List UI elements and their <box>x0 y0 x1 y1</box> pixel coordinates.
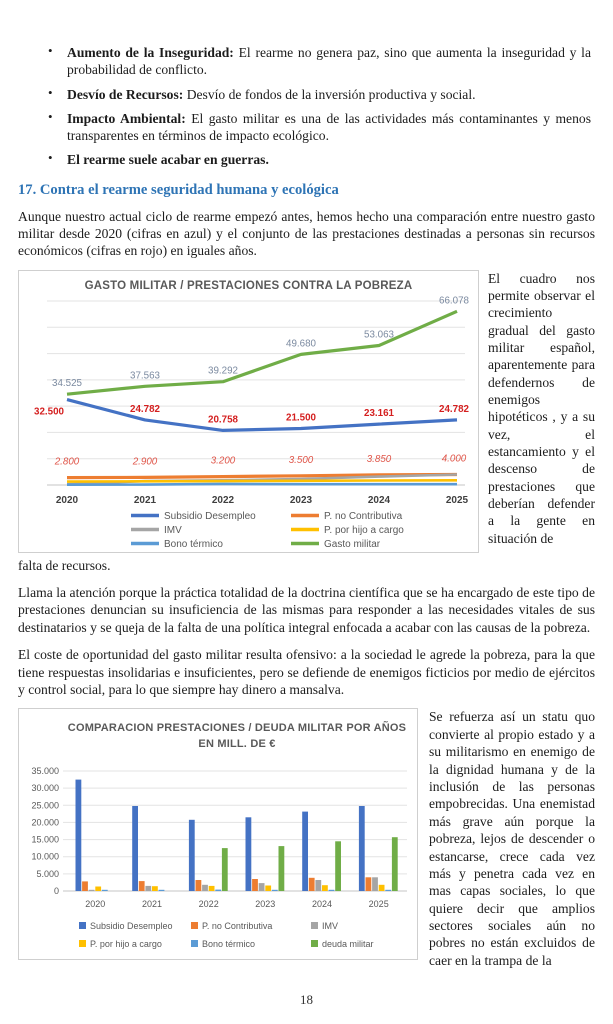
svg-text:20.000: 20.000 <box>31 817 59 828</box>
svg-text:3.850: 3.850 <box>366 453 392 465</box>
svg-text:IMV: IMV <box>322 921 339 932</box>
svg-text:4.000: 4.000 <box>441 453 467 465</box>
svg-text:2021: 2021 <box>133 494 157 506</box>
chart1-row <box>18 270 595 553</box>
section-heading: 17. Contra el rearme seguridad humana y ecológica <box>18 181 339 198</box>
svg-text:2023: 2023 <box>255 899 276 910</box>
list-item <box>46 44 591 79</box>
svg-text:2022: 2022 <box>211 494 235 506</box>
svg-text:Bono térmico: Bono térmico <box>202 939 256 950</box>
svg-text:P. por hijo a cargo: P. por hijo a cargo <box>90 939 162 950</box>
svg-text:2022: 2022 <box>198 899 219 910</box>
svg-text:COMPARACION PRESTACIONES / DEU: COMPARACION PRESTACIONES / DEUDA MILITAR POR AÑOS <box>67 722 407 735</box>
bullet-lead: Desvío de Recursos: <box>67 86 184 102</box>
svg-text:2024: 2024 <box>367 494 391 506</box>
paragraph-side1-continuation: falta de recursos. <box>18 557 111 573</box>
svg-text:P. por hijo a cargo: P. por hijo a cargo <box>324 524 404 536</box>
bullet-lead: El rearme suele acabar en guerras. <box>67 152 269 168</box>
svg-text:23.161: 23.161 <box>364 407 394 419</box>
svg-text:37.563: 37.563 <box>130 369 160 381</box>
svg-text:Subsidio Desempleo: Subsidio Desempleo <box>164 510 256 522</box>
svg-text:3.500: 3.500 <box>288 454 314 466</box>
svg-text:15.000: 15.000 <box>31 835 59 846</box>
svg-text:EN MILL. DE €: EN MILL. DE € <box>198 738 276 751</box>
bullet-text: El rearme no genera paz, sino que aumenta la inseguridad y la probabilidad de conflicto. <box>67 45 591 78</box>
svg-text:deuda militar: deuda militar <box>322 939 374 950</box>
svg-text:2025: 2025 <box>368 899 389 910</box>
svg-text:2.800: 2.800 <box>54 456 80 468</box>
bullet-text: El gasto militar es una de las actividades más contaminantes y menos transparentes en términos de impacto ecológico. <box>67 110 591 143</box>
svg-text:24.782: 24.782 <box>130 403 160 415</box>
svg-text:Gasto militar: Gasto militar <box>324 538 381 550</box>
line-chart <box>19 271 478 552</box>
svg-text:0: 0 <box>53 886 59 897</box>
svg-text:2.900: 2.900 <box>132 456 158 468</box>
svg-text:20.758: 20.758 <box>208 414 238 426</box>
svg-text:32.500: 32.500 <box>34 406 64 418</box>
chart1-side-text: El cuadro nos permite observar el crecimiento gradual del gasto militar español, aparentemente para defendernos de enemigos hipotéticos , y a su vez, el estancamiento y el descenso de prestaciones que deberían defender a la gente en situación de <box>488 270 595 546</box>
bullet-list <box>46 44 591 169</box>
svg-text:2023: 2023 <box>289 494 313 506</box>
svg-text:24.782: 24.782 <box>439 403 469 415</box>
paragraph-2: Llama la atención porque la práctica totalidad de la doctrina científica que se ha encargado de este tipo de prestaciones denuncian su insuficiencia de las mismas para responder a las necesidades vitales de sus destinatarios y se queja de la falta de una política integral enfocada a acabar con las causas de la pobreza. <box>18 585 595 635</box>
svg-text:34.525: 34.525 <box>52 377 82 389</box>
bullet-text: Desvío de fondos de la inversión productiva y social. <box>186 86 476 102</box>
svg-text:21.500: 21.500 <box>286 412 316 424</box>
svg-text:2024: 2024 <box>311 899 333 910</box>
svg-text:53.063: 53.063 <box>364 329 394 341</box>
svg-text:P. no Contributiva: P. no Contributiva <box>202 921 273 932</box>
chart2-side-text: Se refuerza así un statu quo convierte al propio estado y a su militarismo en enemigo de la dignidad humana y de la inclusión de las personas empobrecidas. Una enemistad más grave aún porque la pobreza, lejos de descender o estancarse, crece cada vez más y penetra cada vez en mas capas sociales, lo que quiere decir que amplios sectores sociales aún no pobres no están excluidos de caer en la trampa de la <box>429 709 595 968</box>
line-chart-box <box>18 270 479 553</box>
svg-text:2021: 2021 <box>141 899 163 910</box>
svg-text:49.680: 49.680 <box>286 338 316 350</box>
svg-text:P. no Contributiva: P. no Contributiva <box>324 510 403 522</box>
svg-text:2020: 2020 <box>85 899 106 910</box>
svg-text:Subsidio Desempleo: Subsidio Desempleo <box>90 921 173 932</box>
svg-text:66.078: 66.078 <box>439 294 469 306</box>
svg-text:25.000: 25.000 <box>31 800 59 811</box>
svg-text:GASTO MILITAR / PRESTACIONES C: GASTO MILITAR / PRESTACIONES CONTRA LA POBREZA <box>84 279 413 292</box>
paragraph-3: El coste de oportunidad del gasto militar resulta ofensivo: a la sociedad le agrede la pobreza, para la que tiene respuestas insolidarias e insuficientes, pero se defiende de enemigos ficticios por medio de ejércitos y control social, para lo que siempre hay dinero a mansalva. <box>18 647 595 698</box>
svg-text:3.200: 3.200 <box>210 455 236 467</box>
bar-chart <box>19 709 417 959</box>
svg-text:Bono térmico: Bono térmico <box>164 538 223 550</box>
svg-text:10.000: 10.000 <box>31 852 59 863</box>
svg-text:2025: 2025 <box>445 494 469 506</box>
bullet-lead: Aumento de la Inseguridad: <box>67 45 234 60</box>
list-item <box>46 86 591 103</box>
chart2-row <box>18 708 595 969</box>
bullet-lead: Impacto Ambiental: <box>67 110 186 126</box>
bar-chart-box <box>18 708 418 960</box>
svg-text:IMV: IMV <box>164 524 182 536</box>
svg-text:2020: 2020 <box>55 494 79 506</box>
list-item <box>46 110 591 145</box>
svg-text:35.000: 35.000 <box>31 766 59 777</box>
svg-text:30.000: 30.000 <box>31 783 59 794</box>
paragraph-intro: Aunque nuestro actual ciclo de rearme empezó antes, hemos hecho una comparación entre nuestro gasto militar desde 2020 (cifras en azul) y el conjunto de las prestaciones destinadas a personas sin recursos económicos (cifras en rojo) en iguales años. <box>18 208 595 259</box>
list-item <box>46 151 591 168</box>
svg-text:5.000: 5.000 <box>36 869 59 880</box>
svg-text:39.292: 39.292 <box>208 365 238 377</box>
page-number: 18 <box>300 992 313 1007</box>
